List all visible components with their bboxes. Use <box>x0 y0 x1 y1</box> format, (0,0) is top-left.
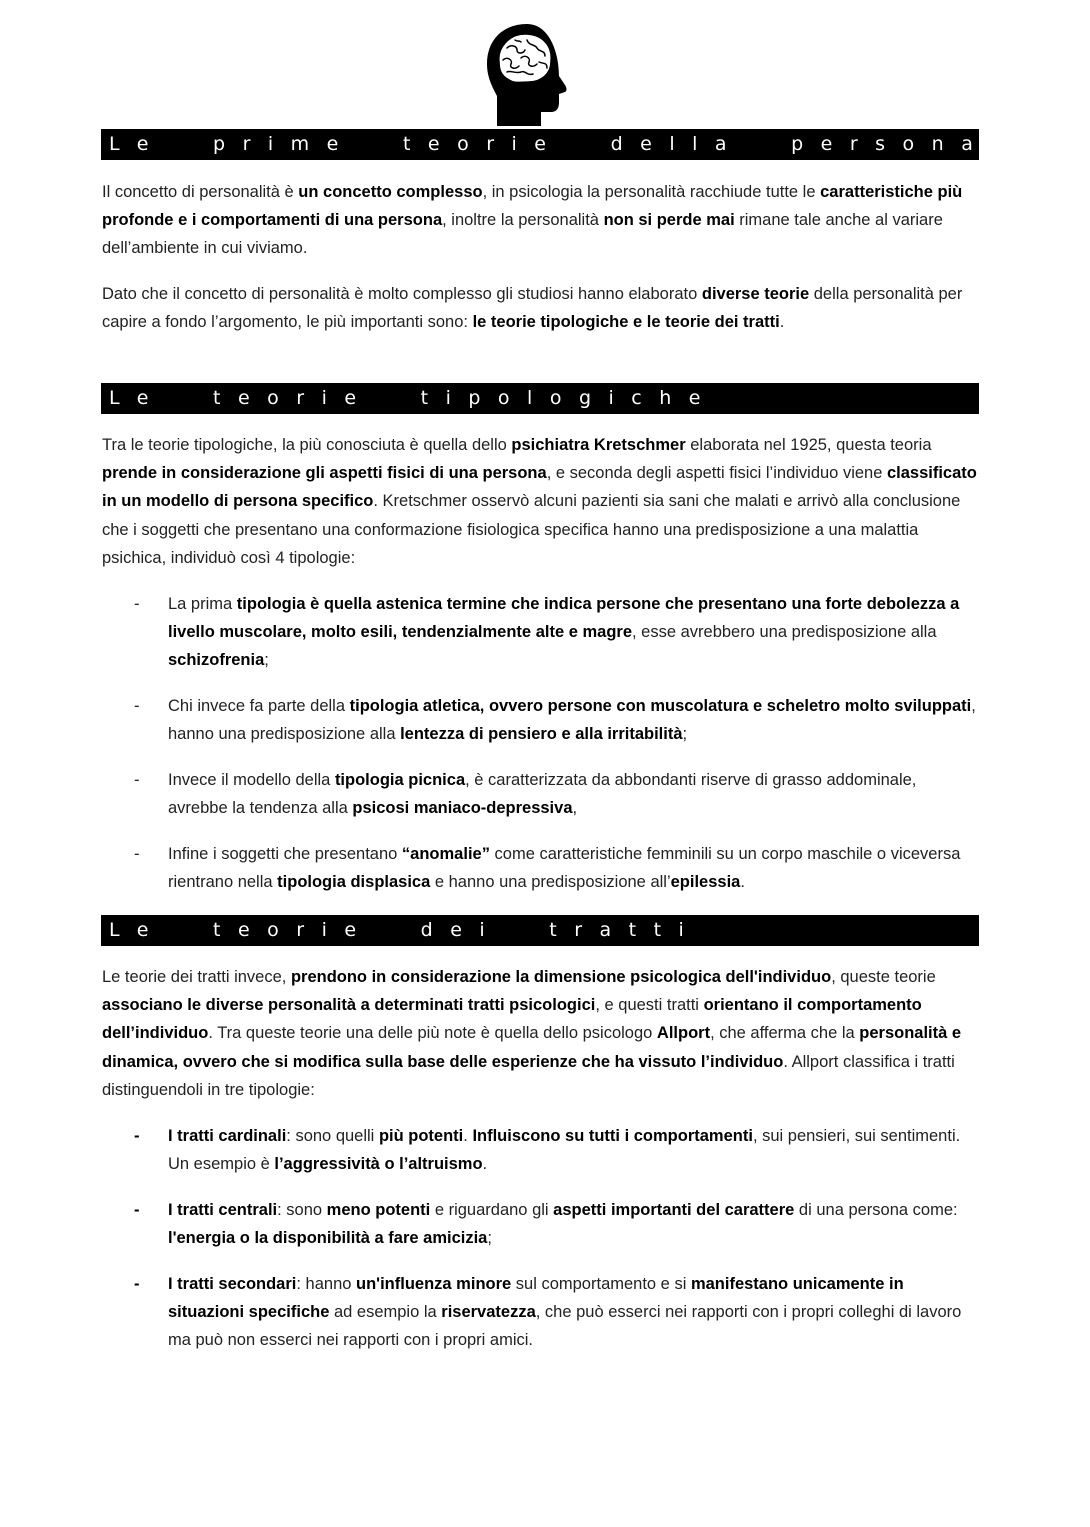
paragraph: Dato che il concetto di personalità è molto complesso gli studiosi hanno elaborato diverse teorie della personalità per capire a fondo l’argomento, le più importanti sono: le teorie tipologiche e le teorie dei tratti. <box>102 285 963 332</box>
bold-text: prende in considerazione gli aspetti fisici di una persona <box>102 464 547 483</box>
bullet-dash: - <box>134 595 140 613</box>
bold-text: I tratti centrali <box>168 1201 278 1219</box>
list-item <box>130 590 978 675</box>
list-item <box>130 1196 978 1252</box>
bullet-dash: - <box>134 771 140 789</box>
bold-text: caratteristiche più profonde e i comportamenti di una persona <box>102 183 963 230</box>
section-title-prime-teorie: Le prime teorie della personalità <box>101 129 979 160</box>
list-item-text: I tratti centrali: sono meno potenti e riguardano gli aspetti importanti del carattere di una persona come: l'energia o la disponibilità a fare amicizia; <box>168 1201 958 1248</box>
paragraph: Tra le teorie tipologiche, la più conosciuta è quella dello psichiatra Kretschmer elaborata nel 1925, questa teoria prende in considerazione gli aspetti fisici di una persona, e seconda degli aspetti fisici l’individuo viene classificato in un modello di persona specifico. Kretschmer osservò alcuni pazienti sia sani che malati e arrivò alla conclusione che i soggetti che presentano una conformazione fisiologica specifica hanno una predisposizione a una malattia psichica, individuò così 4 tipologie: <box>102 436 977 567</box>
bold-text: aspetti importanti del carattere <box>553 1201 795 1219</box>
bold-text: lentezza di pensiero e alla irritabilità <box>400 725 683 744</box>
bold-text: I tratti secondari <box>168 1275 297 1293</box>
list-item <box>130 692 978 748</box>
bold-text: non si perde mai <box>603 211 735 230</box>
bold-text: psichiatra Kretschmer <box>511 436 686 454</box>
bullet-dash: - <box>134 697 140 715</box>
bullet-dash: - <box>134 1275 140 1293</box>
head-brain-icon <box>483 22 571 126</box>
bold-text: associano le diverse personalità a determinati tratti psicologici <box>102 996 596 1015</box>
paragraph: Il concetto di personalità è un concetto complesso, in psicologia la personalità racchiude tutte le caratteristiche più profonde e i comportamenti di una persona, inoltre la personalità non si perde mai rimane tale anche al variare dell’ambiente in cui viviamo. <box>102 183 963 258</box>
bold-text: “anomalie” <box>401 845 490 863</box>
bold-text: classificato in un modello di persona specifico <box>102 464 977 511</box>
bold-text: orientano il comportamento dell’individuo <box>102 996 922 1043</box>
bold-text: schizofrenia <box>168 651 265 670</box>
bold-text: meno potenti <box>326 1201 431 1219</box>
bold-text: l'energia o la disponibilità a fare amicizia <box>168 1229 488 1248</box>
bullet-dash: - <box>134 1127 140 1145</box>
list-item-text: Invece il modello della tipologia picnica, è caratterizzata da abbondanti riserve di grasso addominale, avrebbe la tendenza alla psicosi maniaco-depressiva, <box>168 771 917 818</box>
list-item-text: I tratti cardinali: sono quelli più potenti. Influiscono su tutti i comportamenti, sui pensieri, sui sentimenti. Un esempio è l’aggressività o l’altruismo. <box>168 1127 961 1174</box>
bold-text: manifestano unicamente in situazioni specifiche <box>168 1275 904 1322</box>
paragraph: Le teorie dei tratti invece, prendono in considerazione la dimensione psicologica dell'individuo, queste teorie associano le diverse personalità a determinati tratti psicologici, e questi tratti orientano il comportamento dell’individuo. Tra queste teorie una delle più note è quella dello psicologo Allport, che afferma che la personalità e dinamica, ovvero che si modifica sulla base delle esperienze che ha vissuto l’individuo. Allport classifica i tratti distinguendoli in tre tipologie: <box>102 968 962 1099</box>
bullet-dash: - <box>134 845 140 863</box>
bold-text: tipologia è quella astenica termine che indica persone che presentano una forte debolezza a livello muscolare, molto esili, tendenzialmente alte e magre <box>168 595 960 642</box>
list-item <box>130 766 978 822</box>
bold-text: Allport <box>656 1024 711 1043</box>
list-item <box>130 1270 978 1355</box>
bold-text: personalità e dinamica, ovvero che si modifica sulla base delle esperienze che ha vissuto l’individuo <box>102 1024 962 1071</box>
bold-text: diverse teorie <box>701 285 810 303</box>
list-item-text: I tratti secondari: hanno un'influenza minore sul comportamento e si manifestano unicamente in situazioni specifiche ad esempio la riservatezza, che può esserci nei rapporti con i propri colleghi di lavoro ma può non esserci nei rapporti con i propri amici. <box>168 1275 962 1350</box>
list-item <box>130 840 978 896</box>
bold-text: epilessia <box>670 873 741 892</box>
bold-text: I tratti cardinali <box>168 1127 287 1145</box>
bold-text: tipologia picnica <box>334 771 466 789</box>
bold-text: un'influenza minore <box>356 1275 512 1293</box>
list-item <box>130 1122 978 1178</box>
bold-text: più potenti <box>378 1127 464 1145</box>
bold-text: psicosi maniaco-depressiva <box>352 799 573 818</box>
bullet-dash: - <box>134 1201 140 1219</box>
bold-text: Influiscono su tutti i comportamenti <box>472 1127 753 1145</box>
bold-text: riservatezza <box>441 1303 536 1322</box>
section-title-teorie-tratti: Le teorie dei tratti <box>101 915 979 946</box>
section-title-teorie-tipologiche: Le teorie tipologiche <box>101 383 979 414</box>
bold-text: le teorie tipologiche e le teorie dei tratti <box>472 313 780 332</box>
bold-text: tipologia atletica, ovvero persone con muscolatura e scheletro molto sviluppati <box>349 697 972 715</box>
bold-text: l’aggressività o l’altruismo <box>274 1155 483 1174</box>
list-item-text: Infine i soggetti che presentano “anomalie” come caratteristiche femminili su un corpo maschile o viceversa rientrano nella tipologia displasica e hanno una predisposizione all’epilessia. <box>168 845 961 892</box>
list-item-text: La prima tipologia è quella astenica termine che indica persone che presentano una forte debolezza a livello muscolare, molto esili, tendenzialmente alte e magre, esse avrebbero una predisposizione alla schizofrenia; <box>168 595 960 670</box>
list-item-text: Chi invece fa parte della tipologia atletica, ovvero persone con muscolatura e scheletro molto sviluppati, hanno una predisposizione alla lentezza di pensiero e alla irritabilità; <box>168 697 976 744</box>
bold-text: prendono in considerazione la dimensione psicologica dell'individuo <box>290 968 832 986</box>
bold-text: tipologia displasica <box>277 873 431 892</box>
bold-text: un concetto complesso <box>298 183 483 201</box>
